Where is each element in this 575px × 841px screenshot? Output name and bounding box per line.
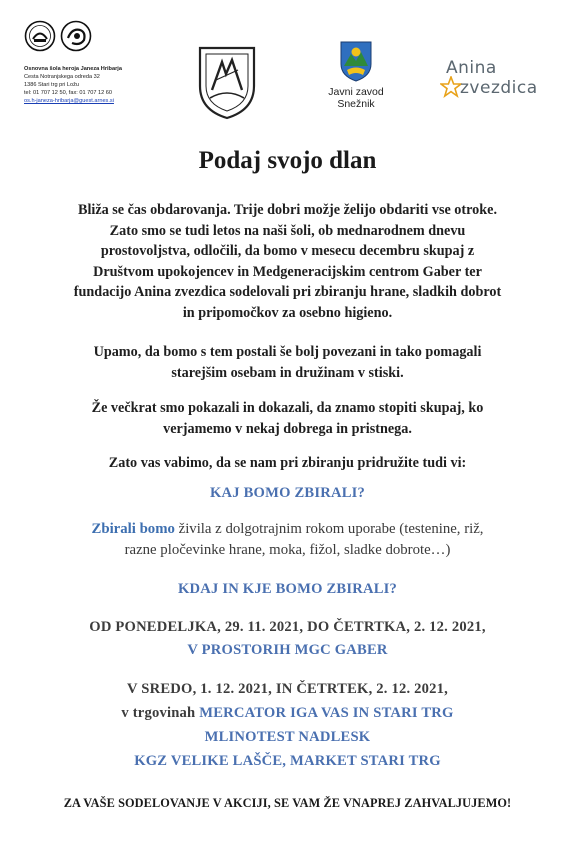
together-line: verjamemo v nekaj dobrega in pristnega. [163,420,412,437]
intro-paragraph [20,200,555,323]
intro-line: prostovoljstva, odločili, da bomo v mesecu decembru skupaj z [100,243,475,259]
school-street: Cesta Notranjskega odreda 32 [24,74,100,80]
mgc-gaber-logo-icon [192,40,262,122]
intro-line: in pripomočkov za osebno higieno. [182,304,393,321]
invite-line: Zato vas vabimo, da se nam pri zbiranju pridružite tudi vi: [108,455,467,471]
what-description [20,519,555,561]
what-heading: KAJ BOMO ZBIRALI? [209,485,366,501]
shop-mercator: MERCATOR IGA VAS IN STARI TRG [199,705,454,721]
javni-zavod-line2: Snežnik [337,98,375,110]
page-title: Podaj svojo dlan [198,147,377,174]
together-line: Že večkrat smo pokazali in dokazali, da znamo stopiti skupaj, ko [91,400,484,416]
school-email-link[interactable]: os.h-janeza-hribarja@guest.arnes.si [24,98,114,104]
when-heading: KDAJ IN KJE BOMO ZBIRALI? [177,581,398,597]
shop-kgz: KGZ VELIKE LAŠČE, MARKET STARI TRG [134,753,441,769]
school-contact-block [24,65,174,105]
shop-mlinotest: MLINOTEST NADLESK [204,729,371,745]
collection-place: V PROSTORIH MGC GABER [187,642,388,658]
javni-zavod-snieznik-logo [320,40,392,110]
what-rest: živila z dolgotrajnim rokom uporabe (testenine, riž, [174,521,484,537]
hope-line: starejšim osebam in družinam v stiski. [171,364,404,381]
what-accent: Zbirali bomo [91,521,175,537]
what-line-1 [20,519,555,540]
hope-line: Upamo, da bomo s tem postali še bolj povezani in tako pomagali [93,344,482,360]
anina-zvezdica-logo [440,58,560,106]
school-logo-icon [24,20,56,52]
star-icon [440,76,462,98]
anina-logo-line2: zvezdica [460,78,538,98]
school-name: Osnovna šola heroja Janeza Hribarja [24,66,122,72]
collection-days: V SREDO, 1. 12. 2021, IN ČETRTEK, 2. 12. 2021, [126,681,448,697]
partner-logo-icon [60,20,92,52]
together-paragraph [20,398,555,439]
hope-paragraph [20,342,555,383]
shops-prefix: v trgovinah [121,705,200,721]
thank-you-footer: ZA VAŠE SODELOVANJE V AKCIJI, SE VAM ŽE VNAPREJ ZAHVALJUJEMO! [63,796,512,810]
what-line-2: razne pločevinke hrane, moka, fižol, sladke dobrote…) [124,542,451,558]
crest-icon [339,40,373,82]
intro-line: Društvom upokojencev in Medgeneracijskim centrom Gaber ter [93,263,482,280]
intro-line: fundacijo Anina zvezdica sodelovali pri zbiranju hrane, sladkih dobrot [73,284,502,300]
shops-line [0,705,575,722]
intro-line: Zato smo se tudi letos na naši šoli, ob mednarodnem dnevu [109,222,466,239]
intro-line: Bliža se čas obdarovanja. Trije dobri možje želijo obdariti vse otroke. [77,202,497,218]
collection-period: OD PONEDELJKA, 29. 11. 2021, DO ČETRTKA, 2. 12. 2021, [89,619,486,635]
school-city: 1386 Stari trg pri Ložu [24,82,80,88]
anina-logo-line1: Anina [446,58,497,78]
javni-zavod-line1: Javni zavod [328,86,384,98]
school-phone: tel: 01 707 12 50, fax: 01 707 12 60 [24,90,113,96]
